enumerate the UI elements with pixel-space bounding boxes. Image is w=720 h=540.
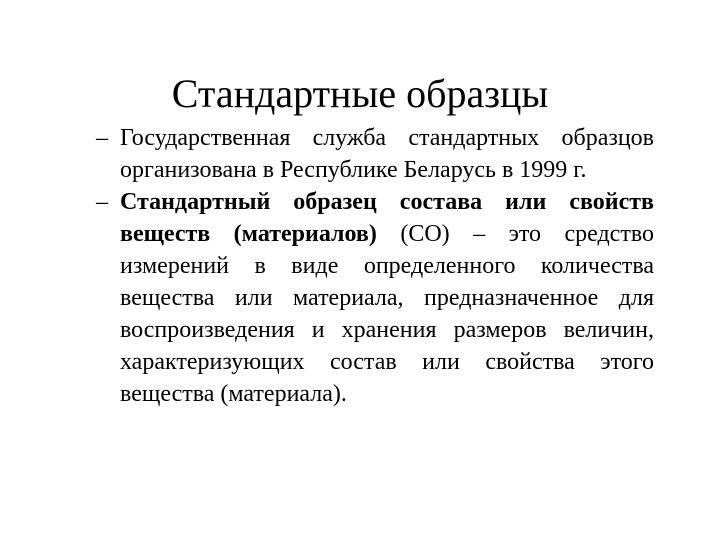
dash-bullet-icon: – xyxy=(96,125,108,151)
dash-bullet-icon: – xyxy=(96,189,108,215)
bullet-term: Стандартный образец состава или свойств веществ (материалов) xyxy=(120,189,654,247)
bullet-item xyxy=(96,122,654,186)
slide-title: Стандартные образцы xyxy=(171,71,549,116)
bullet-text: Государственная служба стандартных образцов организована в Республике Беларусь в 1999 г. xyxy=(120,125,654,183)
bullet-text: (СО) – это средство измерений в виде определенного количества вещества или материала, предназначенное для воспроизведения и хранения размеров величин, характеризующих состав или свойства этого вещества (материала). xyxy=(120,221,654,407)
bullet-item xyxy=(96,186,654,410)
bullet-list xyxy=(96,122,654,410)
